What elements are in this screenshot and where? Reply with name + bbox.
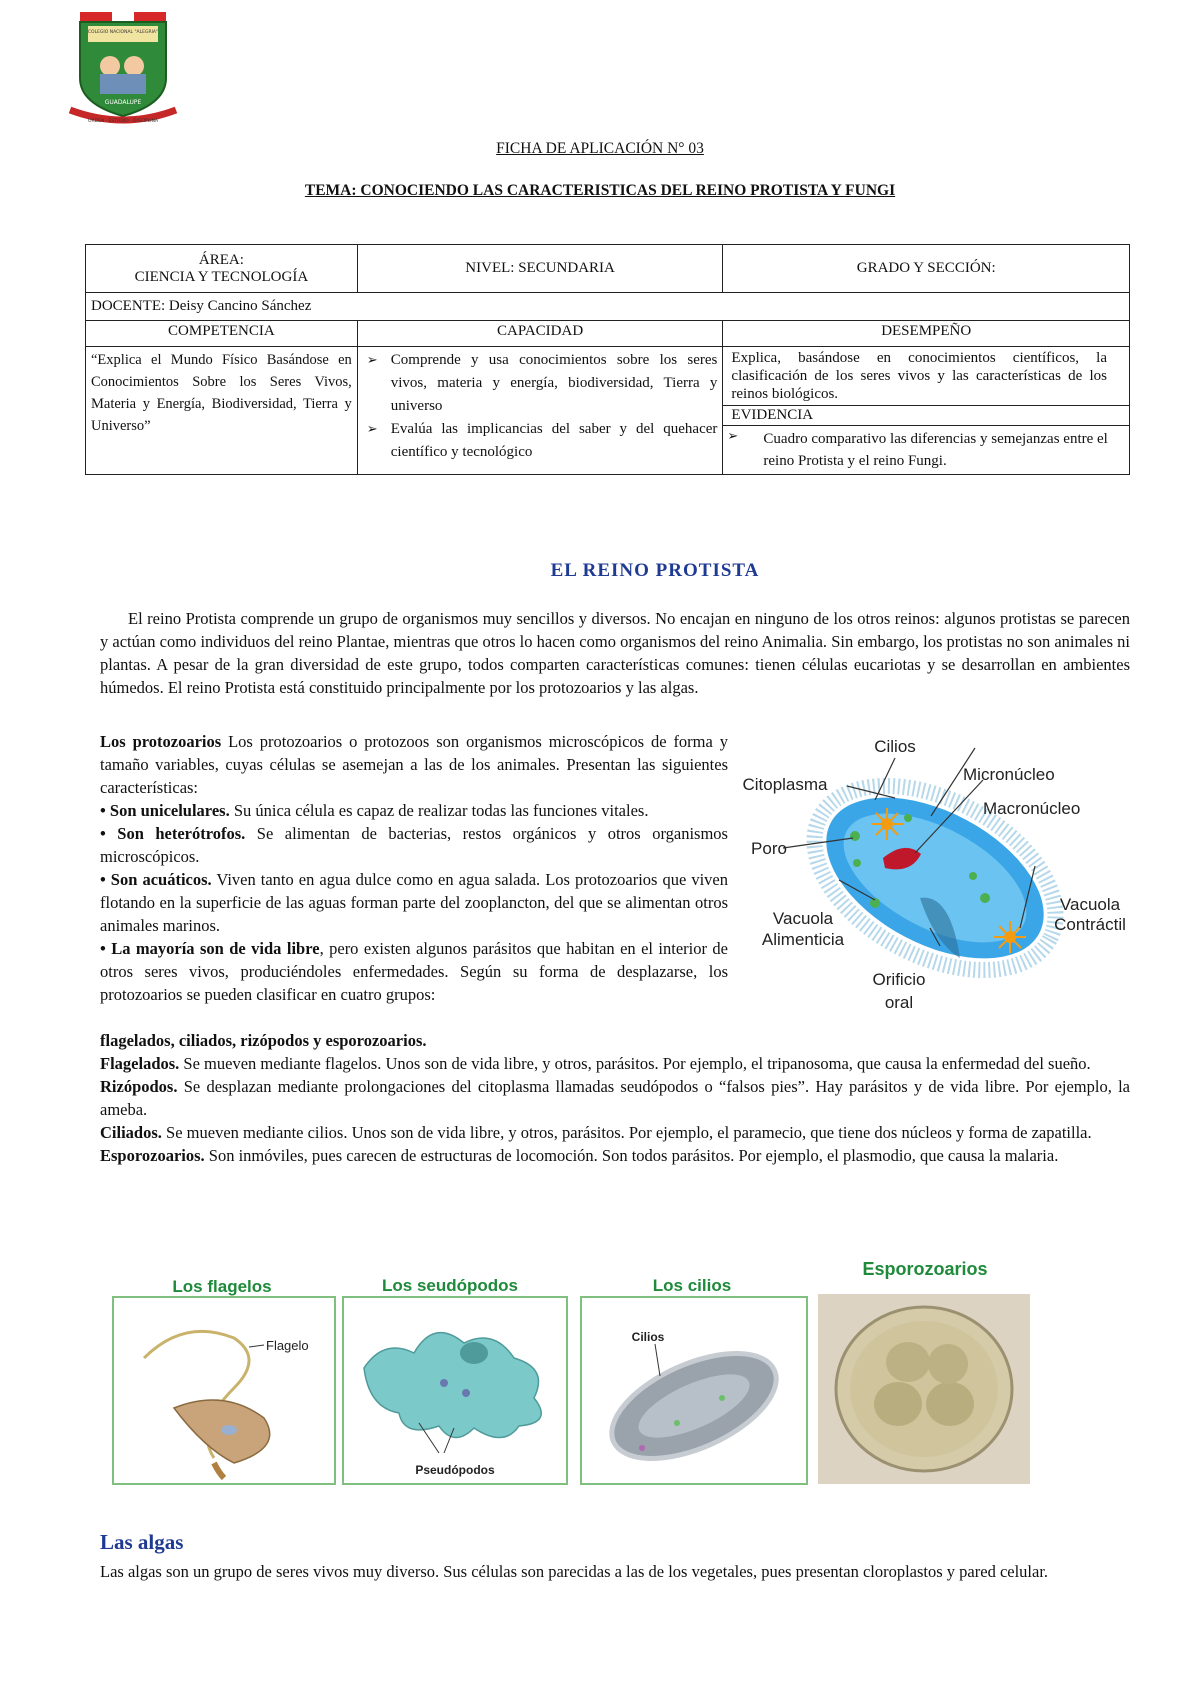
group-esporozoarios: Esporozoarios. Son inmóviles, pues carecen de estructuras de locomoción. Son todos parásitos. Por ejemplo, el plasmodio, que causa la malaria. <box>100 1146 1059 1165</box>
protozoarios-desc: Los protozoarios Los protozoarios o protozoos son organismos microscópicos de forma y tamaño variables, cuyas células se asemejan a las de los animales. Presentan las siguientes características: <box>100 732 728 797</box>
flagelado-image <box>112 1296 336 1485</box>
logo-motto: ORDEN · ESTUDIO · DISCIPLINA <box>87 119 159 124</box>
logo-text: COLEGIO NACIONAL "ALEGRIA" <box>87 30 159 35</box>
group-flagelados: Flagelados. Se mueven mediante flagelos. Unos son de vida libre, y otros, parásitos. Por ejemplo, el tripanosoma, que causa la enfermedad del sueño. <box>100 1054 1091 1073</box>
label-micronucleo: Micronúcleo <box>963 765 1055 784</box>
desempeno-cell <box>723 347 1130 475</box>
evidencia-text: ➢ Cuadro comparativo las diferencias y semejanzas entre el reino Protista y el reino Fungi. <box>723 426 1129 474</box>
label-pseudopodos: Pseudópodos <box>415 1463 495 1477</box>
group-rizopodos: Rizópodos. Se desplazan mediante prolongaciones del citoplasma llamadas seudópodos o “falsos pies”. Hay parásitos y de vida libre. Por ejemplo, la ameba. <box>100 1077 1130 1119</box>
capacidad-cell <box>357 347 723 475</box>
section-heading-algas: Las algas <box>100 1530 184 1554</box>
label-vacuola-alimenticia-2: Alimenticia <box>761 930 845 949</box>
page-title: FICHA DE APLICACIÓN N° 03 <box>496 140 704 157</box>
label-cilios: Cilios <box>874 737 916 756</box>
char-unicelulares: • Son unicelulares. Su única célula es capaz de realizar todas las funciones vitales. <box>100 801 649 820</box>
label-vacuola-contractil-1: Vacuola <box>1059 895 1121 914</box>
nivel-cell: NIVEL: SECUNDARIA <box>357 245 723 293</box>
ciliado-image <box>580 1296 808 1485</box>
label-flagelo: Flagelo <box>266 1338 309 1353</box>
label-citoplasma: Citoplasma <box>742 775 828 794</box>
algas-paragraph: Las algas son un grupo de seres vivos muy diverso. Sus células son parecidas a las de los vegetales, pues presentan cloroplastos y pared celular. <box>100 1562 1049 1581</box>
caption-esporozoarios: Esporozoarios <box>862 1259 988 1279</box>
area-cell <box>86 245 358 293</box>
label-orificio-1: Orificio <box>872 970 926 989</box>
desempeno-text: Explica, basándose en conocimientos científicos, la clasificación de los seres vivos y las características de los reinos biológicos. <box>723 347 1129 406</box>
competencia-header: COMPETENCIA <box>86 321 358 347</box>
label-orificio-2: oral <box>884 993 914 1012</box>
groups-list: flagelados, ciliados, rizópodos y esporozoarios. <box>100 1031 427 1050</box>
protozoarios-block <box>100 730 728 1006</box>
capacidad-item: ➢ Evalúa las implicancias del saber y del quehacer científico y tecnológico <box>363 418 718 464</box>
evidencia-header: EVIDENCIA <box>723 406 1129 426</box>
char-acuaticos: • Son acuáticos. Viven tanto en agua dulce como en agua salada. Los protozoarios que viven flotando en la superficie de las aguas forman parte del zooplancton, del que se alimentan otros animales marinos. <box>100 870 729 935</box>
caption-cilios: Los cilios <box>652 1276 732 1295</box>
competencia-cell: “Explica el Mundo Físico Basándose en Conocimientos Sobre los Seres Vivos, Materia y Energía, Biodiversidad, Tierra y Universo” <box>86 347 358 475</box>
label-vacuola-contractil-2: Contráctil <box>1054 915 1126 934</box>
area-value: CIENCIA Y TECNOLOGÍA <box>134 268 309 285</box>
grado-cell: GRADO Y SECCIÓN: <box>723 245 1130 293</box>
ameba-image <box>342 1296 568 1485</box>
logo-name: GUADALUPE <box>104 99 142 106</box>
label-poro: Poro <box>751 839 787 858</box>
caption-seudopodos: Los seudópodos <box>382 1276 518 1295</box>
info-table <box>85 244 1130 475</box>
caption-flagelos: Los flagelos <box>172 1277 272 1296</box>
group-ciliados: Ciliados. Se mueven mediante cilios. Unos son de vida libre, y otros, parásitos. Por ejemplo, el paramecio, que tiene dos núcleos y forma de zapatilla. <box>100 1123 1092 1142</box>
school-logo <box>62 8 184 126</box>
capacidad-header: CAPACIDAD <box>357 321 723 347</box>
char-heterotrofos: • Son heterótrofos. Se alimentan de bacterias, restos orgánicos y otros organismos microscópicos. <box>100 824 728 866</box>
capacidad-item: ➢ Comprende y usa conocimientos sobre los seres vivos, materia y energía, biodiversidad, Tierra y universo <box>363 349 718 418</box>
label-vacuola-alimenticia-1: Vacuola <box>772 909 834 928</box>
esporozoario-image <box>818 1294 1030 1484</box>
paramecium-diagram <box>735 728 1165 1028</box>
area-label: ÁREA: <box>198 251 244 268</box>
label-macronucleo: Macronúcleo <box>983 799 1081 818</box>
char-vida-libre: • La mayoría son de vida libre, pero existen algunos parásitos que habitan en el interior de otros seres vivos, produciéndoles enfermedades. Según su forma de desplazarse, los protozoarios se pueden clasificar en cuatro grupos: <box>100 939 728 1004</box>
docente-cell: DOCENTE: Deisy Cancino Sánchez <box>86 293 1130 321</box>
label-cilios-small: Cilios <box>631 1330 665 1344</box>
section-heading-protista: EL REINO PROTISTA <box>550 560 760 581</box>
groups-block <box>100 1029 1130 1167</box>
intro-paragraph: El reino Protista comprende un grupo de organismos muy sencillos y diversos. No encajan en ninguno de los otros reinos: algunos protistas se parecen y actúan como individuos del reino Plantae, mientras que otros lo hacen como organismos del reino Animalia. Sin embargo, los protistas no son animales ni plantas. A pesar de la gran diversidad de este grupo, todos comparten características comunes: tienen células eucariotas y se desarrollan en ambientes húmedos. El reino Protista está constituido principalmente por los protozoarios y las algas. <box>100 609 1130 697</box>
topic-title: TEMA: CONOCIENDO LAS CARACTERISTICAS DEL REINO PROTISTA Y FUNGI <box>304 182 896 199</box>
desempeno-header: DESEMPEÑO <box>723 321 1130 347</box>
